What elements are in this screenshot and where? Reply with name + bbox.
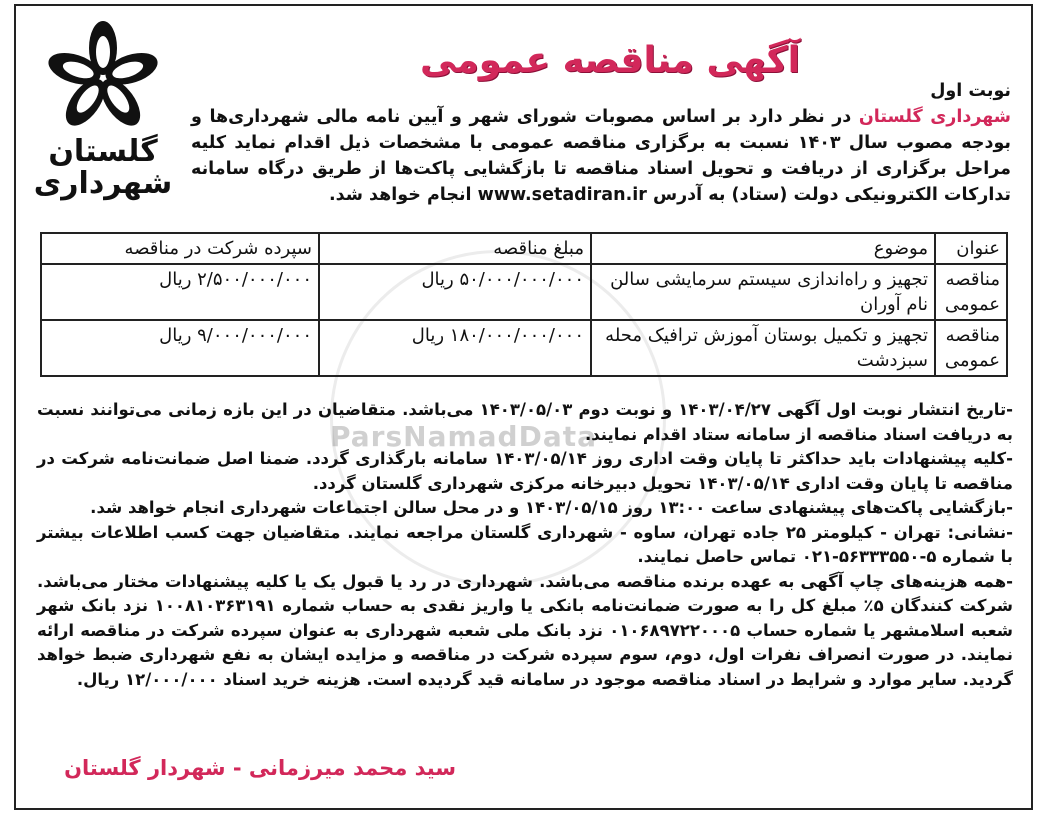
table-header-row xyxy=(41,233,1007,264)
tender-table xyxy=(40,232,1008,377)
flower-logo-icon xyxy=(44,20,162,132)
paragraph-opening: -بازگشایی پاکت‌های پیشنهادی ساعت ۱۳:۰۰ روز ۱۴۰۳/۰۵/۱۵ و در محل سالن اجتماعات شهرداری انجام خواهد شد. xyxy=(90,498,1013,517)
paragraph-address: -نشانی: تهران - کیلومتر ۲۵ جاده تهران، ساوه - شهرداری گلستان مراجعه نمایند. متقاضیان جهت کسب اطلاعات بیشتر با شماره ۵-۵۶۳۳۳۵۵۰-۰۲۱ تماس حاصل نمایند. xyxy=(37,522,1013,566)
watermark-text: ParsNamadData xyxy=(330,420,597,453)
row-amount: ۱۸۰/۰۰۰/۰۰۰/۰۰۰ ریال xyxy=(319,320,591,376)
round-label: نوبت اول xyxy=(930,81,1011,101)
notice-body xyxy=(37,398,1013,692)
header-title: عنوان xyxy=(935,233,1007,264)
municipality-logo xyxy=(28,18,178,204)
row-deposit: ۹/۰۰۰/۰۰۰/۰۰۰ ریال xyxy=(41,320,319,376)
row-title: مناقصه عمومی xyxy=(935,264,1007,320)
logo-line-2: شهرداری xyxy=(33,166,173,201)
paragraph-publication-dates: -تاریخ انتشار نوبت اول آگهی ۱۴۰۳/۰۴/۲۷ و نوبت دوم ۱۴۰۳/۰۵/۰۳ می‌باشد. متقاضیان در این بازه زمانی می‌توانند نسبت به دریافت اسناد مناقصه از سامانه ستاد اقدام نمایند. xyxy=(37,400,1013,444)
row-subject: تجهیز و راه‌اندازی سیستم سرمایشی سالن نام آوران xyxy=(591,264,935,320)
paragraph-conditions: -همه هزینه‌های چاپ آگهی به عهده برنده مناقصه می‌باشد. شهرداری در رد یا قبول یک یا کلیه پیشنهادات مختار می‌باشد. شرکت کنندگان ۵٪ مبلغ کل را به صورت ضمانت‌نامه بانکی یا واریز نقدی به حساب شماره ۱۰۰۸۱۰۳۶۳۱۹۱ نزد بانک شهر شعبه اسلامشهر یا شماره حساب ۰۱۰۶۸۹۷۲۲۰۰۰۵ نزد بانک ملی شعبه شهرداری به عنوان سپرده شرکت در مناقصه ارائه نمایند. در صورت انصراف نفرات اول، دوم، سوم سپرده شرکت در مناقصه و مزایده ایشان به نفع شهرداری ضبط خواهد گردید. سایر موارد و شرایط در اسناد مناقصه موجود در سامانه قید گردیده است. هزینه خرید اسناد ۱۲/۰۰۰/۰۰۰ ریال. xyxy=(37,571,1014,689)
organization-name: شهرداری گلستان xyxy=(858,107,1011,127)
header-amount: مبلغ مناقصه xyxy=(319,233,591,264)
intro-paragraph xyxy=(191,78,1011,208)
table-row xyxy=(41,264,1007,320)
row-subject: تجهیز و تکمیل بوستان آموزش ترافیک محله سبزدشت xyxy=(591,320,935,376)
intro-text: در نظر دارد بر اساس مصوبات شورای شهر و آیین نامه مالی شهرداری‌ها و بودجه مصوب سال ۱۴۰۳ نسبت به برگزاری مناقصه عمومی با مشخصات ذیل اقدام نماید کلیه مراحل برگزاری از دریافت و تحویل اسناد مناقصه تا بازگشایی پاکت‌ها از طریق درگاه سامانه تدارکات الکترونیکی دولت (ستاد) به آدرس www.setadiran.ir انجام خواهد شد. xyxy=(191,107,1011,205)
header-deposit: سپرده شرکت در مناقصه xyxy=(41,233,319,264)
signature: سید محمد میرزمانی - شهردار گلستان xyxy=(64,756,456,780)
row-amount: ۵۰/۰۰۰/۰۰۰/۰۰۰ ریال xyxy=(319,264,591,320)
row-title: مناقصه عمومی xyxy=(935,320,1007,376)
logo-line-1: گلستان xyxy=(48,134,158,169)
notice-title: آگهی مناقصه عمومی xyxy=(420,40,800,81)
paragraph-submission-deadline: -کلیه پیشنهادات باید حداکثر تا پایان وقت اداری روز ۱۴۰۳/۰۵/۱۴ سامانه بارگذاری گردد. ضمنا اصل ضمانت‌نامه شرکت در مناقصه تا پایان وقت اداری ۱۴۰۳/۰۵/۱۴ تحویل دبیرخانه مرکزی شهرداری گلستان گردد. xyxy=(37,449,1013,493)
table-row xyxy=(41,320,1007,376)
header-subject: موضوع xyxy=(591,233,935,264)
row-deposit: ۲/۵۰۰/۰۰۰/۰۰۰ ریال xyxy=(41,264,319,320)
